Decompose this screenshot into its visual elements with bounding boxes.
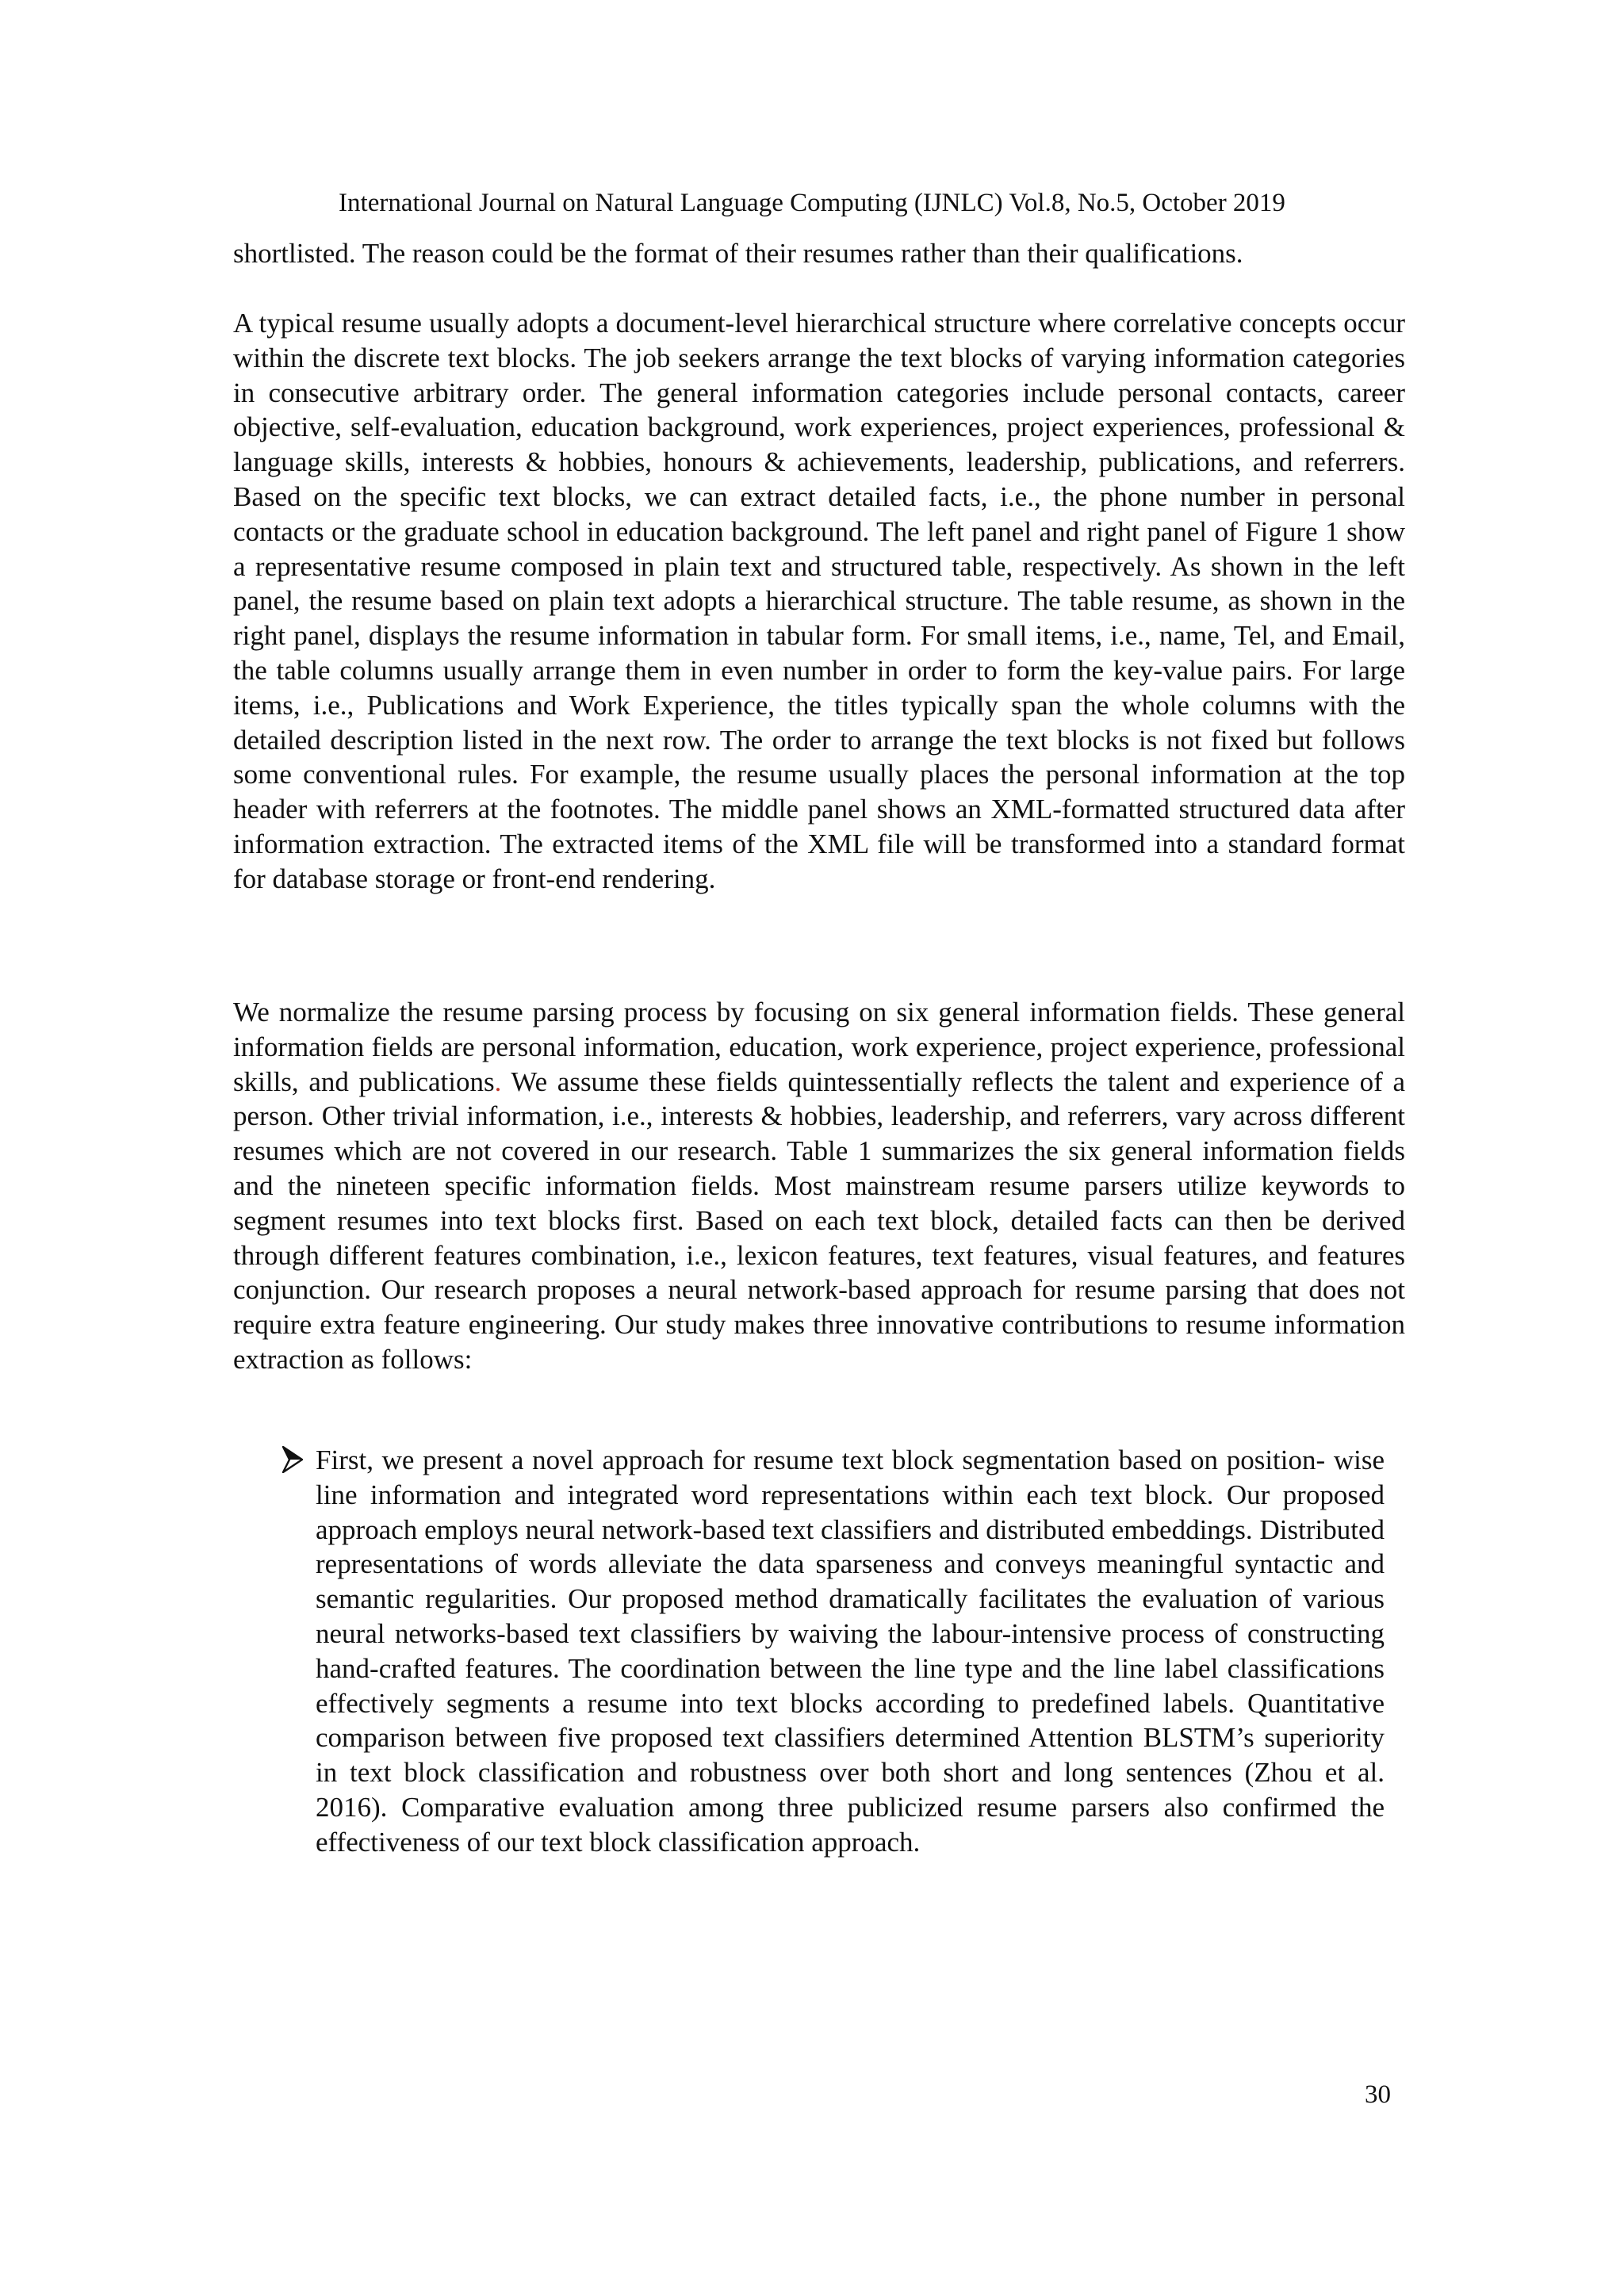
paragraph-2 <box>233 995 1405 1377</box>
arrowhead-bullet-icon <box>282 1446 303 1473</box>
continued-line: shortlisted. The reason could be the format of their resumes rather than their qualifications. <box>233 238 1243 269</box>
paragraph-2-accent-period: . <box>494 1066 502 1097</box>
page-number: 30 <box>1365 2080 1391 2109</box>
paragraph-2-part-b: We assume these fields quintessentially reflects the talent and experience of a person. Other trivial information, i.e., interests & hobbies, leadership, and referrers, vary across different resumes which are not covered in our research. Table 1 summarizes the six general information fields and the nineteen specific information fields. Most mainstream resume parsers utilize keywords to segment resumes into text blocks first. Based on each text block, detailed facts can then be derived through different features combination, i.e., lexicon features, text features, visual features, and features conjunction. Our research proposes a neural network-based approach for resume parsing that does not require extra feature engineering. Our study makes three innovative contributions to resume information extraction as follows: <box>233 1066 1405 1375</box>
contribution-item-1: First, we present a novel approach for resume text block segmentation based on position- wise line information and integrated word representations within each text block. Our proposed approach employs neural network-based text classifiers and distributed embeddings. Distributed representations of words alleviate the data sparseness and conveys meaningful syntactic and semantic regularities. Our proposed method dramatically facilitates the evaluation of various neural networks-based text classifiers by waiving the labour-intensive process of constructing hand-crafted features. The coordination between the line type and the line label classifications effectively segments a resume into text blocks according to predefined labels. Quantitative comparison between five proposed text classifiers determined Attention BLSTM’s superiority in text block classification and robustness over both short and long sentences (Zhou et al. 2016). Comparative evaluation among three publicized resume parsers also confirmed the effectiveness of our text block classification approach. <box>316 1445 1385 1858</box>
paragraph-2-part-a: We normalize the resume parsing process by focusing on six general information fields. These general information fields are personal information, education, work experience, project experience, professional skills, and publications <box>233 997 1405 1097</box>
running-header: International Journal on Natural Language Computing (IJNLC) Vol.8, No.5, October 2019 <box>339 189 1285 217</box>
paragraph-1: A typical resume usually adopts a document-level hierarchical structure where correlative concepts occur within the discrete text blocks. The job seekers arrange the text blocks of varying information categories in consecutive arbitrary order. The general information categories include personal contacts, career objective, self-evaluation, education background, work experiences, project experiences, professional & language skills, interests & hobbies, honours & achievements, leadership, publications, and referrers. Based on the specific text blocks, we can extract detailed facts, i.e., the phone number in personal contacts or the graduate school in education background. The left panel and right panel of Figure 1 show a representative resume composed in plain text and structured table, respectively. As shown in the left panel, the resume based on plain text adopts a hierarchical structure. The table resume, as shown in the right panel, displays the resume information in tabular form. For small items, i.e., name, Tel, and Email, the table columns usually arrange them in even number in order to form the key-value pairs. For large items, i.e., Publications and Work Experience, the titles typically span the whole columns with the detailed description listed in the next row. The order to arrange the text blocks is not fixed but follows some conventional rules. For example, the resume usually places the personal information at the top header with referrers at the footnotes. The middle panel shows an XML-formatted structured data after information extraction. The extracted items of the XML file will be transformed into a standard format for database storage or front-end rendering. <box>233 308 1405 894</box>
